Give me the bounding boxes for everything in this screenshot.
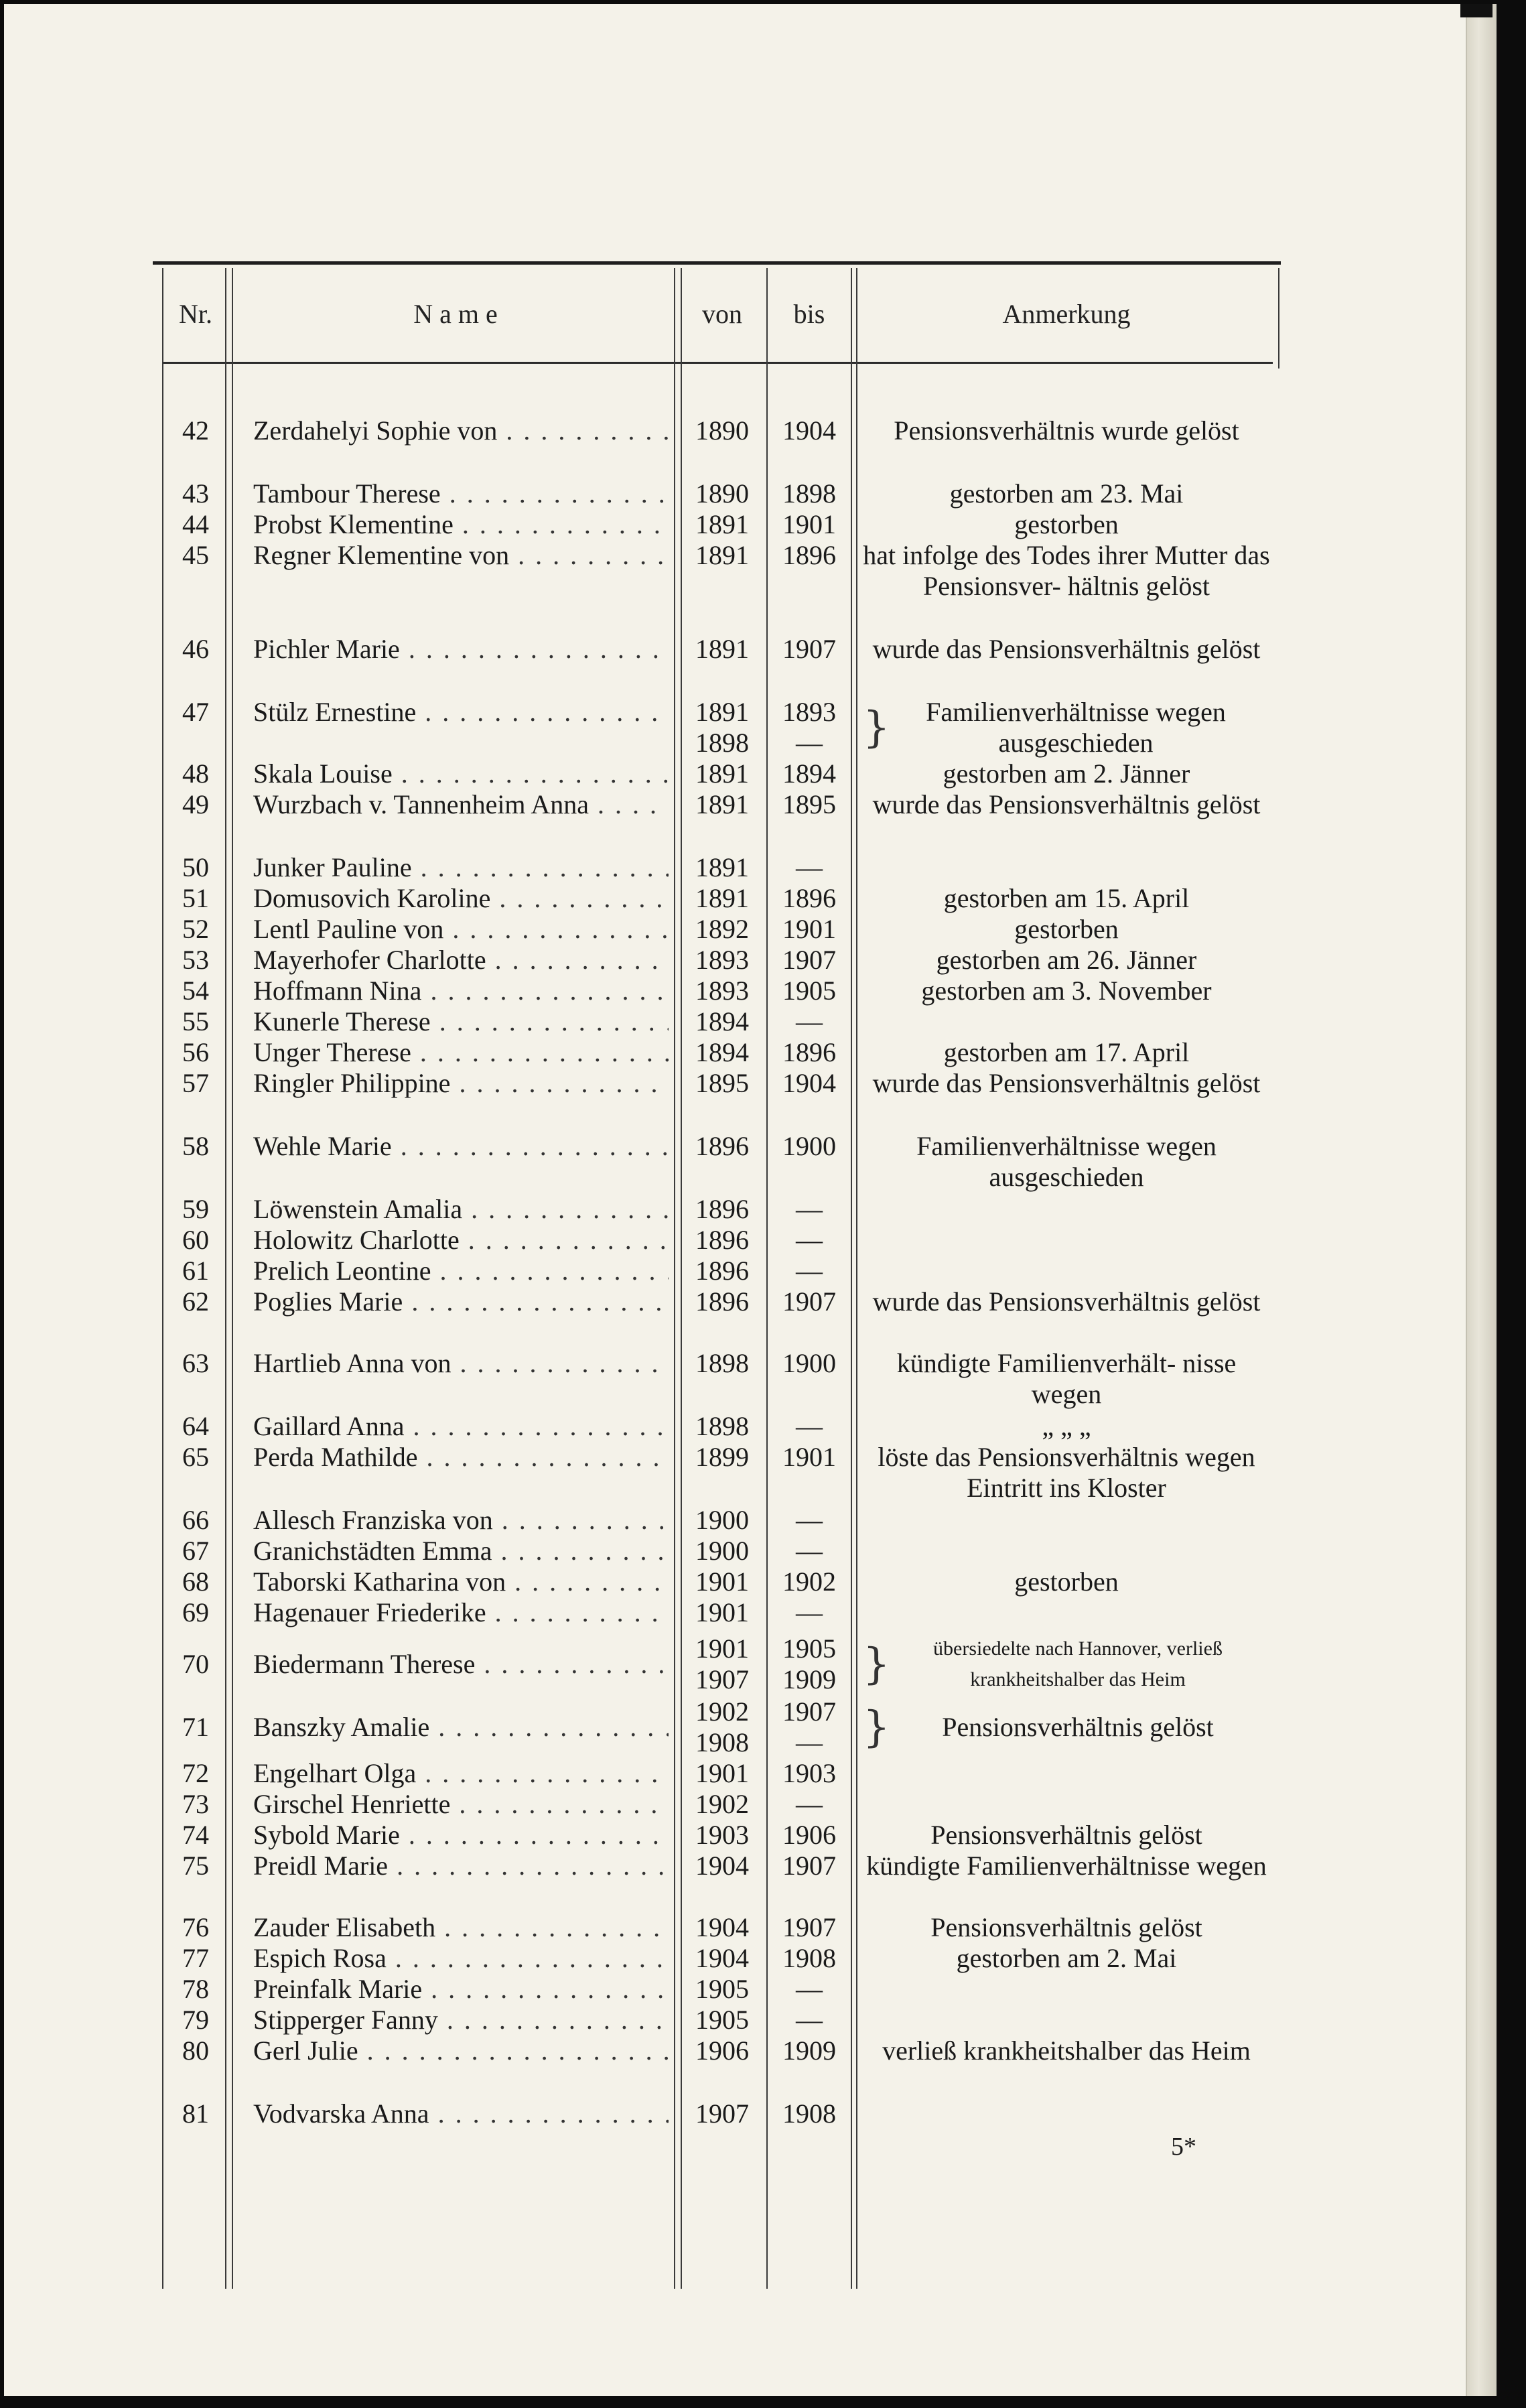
row-von: 1891 xyxy=(695,697,749,727)
row-von: 1891 xyxy=(695,789,749,819)
row-name: Domusovich Karoline . . . xyxy=(253,883,669,914)
row-note: gestorben am 26. Jänner xyxy=(936,945,1197,975)
row-nr: 79 xyxy=(182,2005,209,2035)
row-note: gestorben xyxy=(1014,914,1119,944)
row-bis: — xyxy=(796,1974,823,2004)
row-bis: 1907 xyxy=(782,1851,836,1881)
table-top-rule xyxy=(153,261,1281,265)
table-row xyxy=(0,1131,1526,1192)
table-row xyxy=(0,1256,1526,1286)
page-number: 5* xyxy=(1171,2133,1196,2161)
row-bis: 1900 xyxy=(782,1131,836,1161)
table-row xyxy=(0,883,1526,914)
row-note: gestorben xyxy=(1014,1566,1119,1597)
row-von: 1893 xyxy=(695,945,749,975)
row-bis: 1904 xyxy=(782,415,836,446)
row-note: gestorben am 17. April xyxy=(943,1037,1190,1067)
row-note: löste das Pensionsverhältnis wegen Eintritt ins Kloster xyxy=(878,1442,1255,1503)
table-row xyxy=(0,1758,1526,1789)
row-bis: 1907 xyxy=(782,1696,836,1727)
row-nr: 78 xyxy=(182,1974,209,2004)
row-von: 1890 xyxy=(695,478,749,509)
header-bis: bis xyxy=(793,299,825,329)
row-nr: 62 xyxy=(182,1286,209,1317)
row-bis: 1900 xyxy=(782,1348,836,1378)
row-von-second: 1908 xyxy=(695,1727,749,1757)
row-name: Poglies Marie . . . xyxy=(253,1286,669,1317)
row-note: „ „ „ xyxy=(1042,1411,1091,1441)
row-von: 1891 xyxy=(695,540,749,570)
row-nr: 65 xyxy=(182,1442,209,1472)
row-bis: — xyxy=(796,2005,823,2035)
row-von: 1896 xyxy=(695,1225,749,1255)
row-nr: 68 xyxy=(182,1566,209,1597)
table-row xyxy=(0,415,1526,446)
table-row xyxy=(0,1820,1526,1851)
table-row xyxy=(0,914,1526,945)
row-nr: 80 xyxy=(182,2035,209,2066)
table-row xyxy=(0,1442,1526,1503)
row-von: 1903 xyxy=(695,1820,749,1850)
row-nr: 47 xyxy=(182,697,209,727)
table-row xyxy=(0,1225,1526,1256)
row-name: Hartlieb Anna von . . . xyxy=(253,1348,669,1379)
table-row xyxy=(0,1286,1526,1317)
row-nr: 75 xyxy=(182,1851,209,1881)
row-bis: 1907 xyxy=(782,634,836,664)
table-row xyxy=(0,1696,1526,1758)
row-von: 1901 xyxy=(695,1633,749,1664)
row-name: Lentl Pauline von . . . xyxy=(253,914,669,945)
row-note: gestorben am 2. Mai xyxy=(956,1943,1177,1973)
row-bis: 1908 xyxy=(782,2098,836,2129)
row-bis-second: — xyxy=(796,1727,823,1757)
table-row xyxy=(0,1037,1526,1068)
row-name: Gerl Julie . . . xyxy=(253,2035,669,2066)
header-name: N a m e xyxy=(413,299,498,329)
table-row xyxy=(0,1194,1526,1225)
row-name: Banszky Amalie . . . xyxy=(253,1712,669,1743)
table-row xyxy=(0,2098,1526,2129)
brace-icon: } xyxy=(863,703,890,752)
row-name: Perda Mathilde . . . xyxy=(253,1442,669,1473)
table-right-rule xyxy=(1278,268,1279,369)
row-bis: — xyxy=(796,1789,823,1819)
row-note: hat infolge des Todes ihrer Mutter das Pensionsver- hältnis gelöst xyxy=(863,540,1270,601)
row-name: Zerdahelyi Sophie von . . . xyxy=(253,415,669,446)
table-row xyxy=(0,2005,1526,2035)
row-name: Sybold Marie . . . xyxy=(253,1820,669,1851)
table-row xyxy=(0,1912,1526,1943)
row-name: Granichstädten Emma . . . xyxy=(253,1536,669,1566)
row-name: Vodvarska Anna . . . xyxy=(253,2098,669,2129)
row-von: 1894 xyxy=(695,1006,749,1036)
row-von: 1892 xyxy=(695,914,749,944)
row-bis: — xyxy=(796,1256,823,1286)
row-von: 1899 xyxy=(695,1442,749,1472)
row-note: Pensionsverhältnis gelöst xyxy=(930,1912,1202,1942)
row-name: Junker Pauline . . . xyxy=(253,852,669,883)
row-nr: 59 xyxy=(182,1194,209,1224)
table-row xyxy=(0,758,1526,789)
row-von: 1905 xyxy=(695,2005,749,2035)
table-row xyxy=(0,1411,1526,1442)
row-bis: — xyxy=(796,1225,823,1255)
row-nr: 51 xyxy=(182,883,209,913)
row-von: 1891 xyxy=(695,758,749,789)
row-nr: 57 xyxy=(182,1068,209,1098)
row-nr: 50 xyxy=(182,852,209,882)
row-bis: — xyxy=(796,1006,823,1036)
row-name: Wurzbach v. Tannenheim Anna . . . xyxy=(253,789,669,820)
row-von: 1904 xyxy=(695,1912,749,1942)
row-bis: 1904 xyxy=(782,1068,836,1098)
row-note: verließ krankheitshalber das Heim xyxy=(882,2035,1251,2066)
row-note: gestorben am 2. Jänner xyxy=(943,758,1190,789)
row-note: kündigte Familienverhält- nisse wegen xyxy=(896,1348,1237,1409)
row-nr: 73 xyxy=(182,1789,209,1819)
row-bis: 1908 xyxy=(782,1943,836,1973)
row-name: Löwenstein Amalia . . . xyxy=(253,1194,669,1225)
row-bis: 1906 xyxy=(782,1820,836,1850)
row-name: Prelich Leontine . . . xyxy=(253,1256,669,1286)
row-bis: 1901 xyxy=(782,1442,836,1472)
row-bis: 1905 xyxy=(782,1633,836,1664)
table-row xyxy=(0,789,1526,820)
row-von: 1901 xyxy=(695,1597,749,1627)
row-name: Biedermann Therese . . . xyxy=(253,1649,669,1680)
row-bis: — xyxy=(796,1597,823,1627)
row-nr: 58 xyxy=(182,1131,209,1161)
row-note: Pensionsverhältnis gelöst xyxy=(930,1820,1202,1850)
row-note: übersiedelte nach Hannover, verließ krankheitshalber das Heim xyxy=(933,1637,1223,1690)
row-note: Pensionsverhältnis gelöst xyxy=(942,1712,1214,1742)
header-nr: Nr. xyxy=(179,299,212,329)
row-nr: 67 xyxy=(182,1536,209,1566)
row-von: 1891 xyxy=(695,634,749,664)
row-nr: 53 xyxy=(182,945,209,975)
row-note: gestorben am 15. April xyxy=(943,883,1190,913)
row-name: Pichler Marie . . . xyxy=(253,634,669,665)
row-name: Gaillard Anna . . . xyxy=(253,1411,669,1442)
row-bis: 1894 xyxy=(782,758,836,789)
row-nr: 64 xyxy=(182,1411,209,1441)
table-row xyxy=(0,1348,1526,1409)
row-bis: 1901 xyxy=(782,914,836,944)
scan-corner-mark xyxy=(1460,4,1493,17)
row-nr: 63 xyxy=(182,1348,209,1378)
row-bis: — xyxy=(796,852,823,882)
table-row xyxy=(0,1633,1526,1695)
row-bis: 1909 xyxy=(782,2035,836,2066)
row-name: Mayerhofer Charlotte . . . xyxy=(253,945,669,976)
row-bis: 1903 xyxy=(782,1758,836,1788)
row-von: 1896 xyxy=(695,1286,749,1317)
row-nr: 71 xyxy=(182,1712,209,1742)
row-nr: 48 xyxy=(182,758,209,789)
row-bis: — xyxy=(796,1411,823,1441)
row-name: Regner Klementine von . . . xyxy=(253,540,669,571)
row-note: wurde das Pensionsverhältnis gelöst xyxy=(872,634,1261,664)
row-note: gestorben xyxy=(1014,509,1119,539)
row-nr: 44 xyxy=(182,509,209,539)
header-note: Anmerkung xyxy=(1002,299,1131,329)
row-note: Pensionsverhältnis wurde gelöst xyxy=(894,415,1239,446)
row-nr: 45 xyxy=(182,540,209,570)
row-bis: 1907 xyxy=(782,945,836,975)
row-bis: 1896 xyxy=(782,1037,836,1067)
row-von: 1900 xyxy=(695,1536,749,1566)
row-von: 1901 xyxy=(695,1566,749,1597)
row-bis-second: — xyxy=(796,728,823,758)
row-note: kündigte Familienverhältnisse wegen xyxy=(866,1851,1267,1881)
row-nr: 66 xyxy=(182,1505,209,1535)
row-von: 1907 xyxy=(695,2098,749,2129)
row-name: Unger Therese . . . xyxy=(253,1037,669,1068)
row-von: 1896 xyxy=(695,1194,749,1224)
row-nr: 81 xyxy=(182,2098,209,2129)
header-rule xyxy=(162,362,1273,364)
row-name: Espich Rosa . . . xyxy=(253,1943,669,1974)
row-note: wurde das Pensionsverhältnis gelöst xyxy=(872,789,1261,819)
row-note: wurde das Pensionsverhältnis gelöst xyxy=(872,1286,1261,1317)
row-name: Taborski Katharina von . . . xyxy=(253,1566,669,1597)
row-name: Allesch Franziska von . . . xyxy=(253,1505,669,1536)
row-bis: — xyxy=(796,1194,823,1224)
row-name: Zauder Elisabeth . . . xyxy=(253,1912,669,1943)
table-row xyxy=(0,1566,1526,1597)
row-nr: 52 xyxy=(182,914,209,944)
table-row xyxy=(0,1789,1526,1820)
row-bis: 1907 xyxy=(782,1912,836,1942)
row-von: 1891 xyxy=(695,883,749,913)
row-von: 1898 xyxy=(695,1411,749,1441)
table-row xyxy=(0,1536,1526,1566)
table-row xyxy=(0,1068,1526,1099)
row-von: 1895 xyxy=(695,1068,749,1098)
table-row xyxy=(0,634,1526,665)
row-nr: 46 xyxy=(182,634,209,664)
row-name: Probst Klementine . . . xyxy=(253,509,669,540)
row-note: gestorben am 3. November xyxy=(921,976,1212,1006)
row-bis: 1898 xyxy=(782,478,836,509)
table-row xyxy=(0,509,1526,540)
row-note: wurde das Pensionsverhältnis gelöst xyxy=(872,1068,1261,1098)
row-bis-second: 1909 xyxy=(782,1664,836,1694)
row-von: 1901 xyxy=(695,1758,749,1788)
row-von: 1905 xyxy=(695,1974,749,2004)
row-bis: — xyxy=(796,1536,823,1566)
table-row xyxy=(0,540,1526,601)
table-row xyxy=(0,1974,1526,2005)
row-nr: 42 xyxy=(182,415,209,446)
table-row xyxy=(0,1851,1526,1881)
row-name: Preidl Marie . . . xyxy=(253,1851,669,1881)
row-von-second: 1907 xyxy=(695,1664,749,1694)
row-name: Stülz Ernestine . . . xyxy=(253,697,669,728)
row-von: 1896 xyxy=(695,1256,749,1286)
row-von: 1898 xyxy=(695,1348,749,1378)
table-row xyxy=(0,976,1526,1006)
row-von: 1893 xyxy=(695,976,749,1006)
row-nr: 54 xyxy=(182,976,209,1006)
row-name: Wehle Marie . . . xyxy=(253,1131,669,1162)
row-note: Familienverhältnisse wegen ausgeschieden xyxy=(916,1131,1217,1192)
row-name: Kunerle Therese . . . xyxy=(253,1006,669,1037)
table-row xyxy=(0,1505,1526,1536)
row-name: Stipperger Fanny . . . xyxy=(253,2005,669,2035)
row-nr: 43 xyxy=(182,478,209,509)
row-von: 1890 xyxy=(695,415,749,446)
row-von: 1902 xyxy=(695,1789,749,1819)
row-nr: 76 xyxy=(182,1912,209,1942)
row-note: gestorben am 23. Mai xyxy=(949,478,1184,509)
table-row xyxy=(0,852,1526,883)
row-bis: 1895 xyxy=(782,789,836,819)
row-von-second: 1898 xyxy=(695,728,749,758)
row-von: 1902 xyxy=(695,1696,749,1727)
row-bis: 1905 xyxy=(782,976,836,1006)
row-von: 1891 xyxy=(695,852,749,882)
row-bis: 1901 xyxy=(782,509,836,539)
row-nr: 56 xyxy=(182,1037,209,1067)
header-von: von xyxy=(702,299,742,329)
row-bis: 1893 xyxy=(782,697,836,727)
row-nr: 70 xyxy=(182,1649,209,1679)
brace-icon: } xyxy=(863,1702,890,1752)
row-bis: 1902 xyxy=(782,1566,836,1597)
brace-icon: } xyxy=(863,1640,890,1689)
table-row xyxy=(0,1006,1526,1037)
row-name: Tambour Therese . . . xyxy=(253,478,669,509)
row-nr: 49 xyxy=(182,789,209,819)
table-row xyxy=(0,2035,1526,2066)
row-von: 1896 xyxy=(695,1131,749,1161)
row-nr: 72 xyxy=(182,1758,209,1788)
row-name: Holowitz Charlotte . . . xyxy=(253,1225,669,1256)
row-bis: 1896 xyxy=(782,540,836,570)
row-nr: 61 xyxy=(182,1256,209,1286)
table-row xyxy=(0,1943,1526,1974)
row-nr: 69 xyxy=(182,1597,209,1627)
table-row xyxy=(0,1597,1526,1628)
row-von: 1894 xyxy=(695,1037,749,1067)
row-name: Hagenauer Friederike . . . xyxy=(253,1597,669,1628)
table-row xyxy=(0,697,1526,758)
row-nr: 77 xyxy=(182,1943,209,1973)
row-name: Engelhart Olga . . . xyxy=(253,1758,669,1789)
row-von: 1904 xyxy=(695,1943,749,1973)
row-von: 1906 xyxy=(695,2035,749,2066)
table-row xyxy=(0,945,1526,976)
row-name: Ringler Philippine . . . xyxy=(253,1068,669,1099)
row-nr: 74 xyxy=(182,1820,209,1850)
row-name: Preinfalk Marie . . . xyxy=(253,1974,669,2005)
row-name: Skala Louise . . . xyxy=(253,758,669,789)
row-von: 1891 xyxy=(695,509,749,539)
row-note: Familienverhältnisse wegen ausgeschieden xyxy=(926,697,1226,758)
row-bis: 1896 xyxy=(782,883,836,913)
row-von: 1900 xyxy=(695,1505,749,1535)
row-nr: 55 xyxy=(182,1006,209,1036)
row-name: Girschel Henriette . . . xyxy=(253,1789,669,1820)
row-bis: 1907 xyxy=(782,1286,836,1317)
row-name: Hoffmann Nina . . . xyxy=(253,976,669,1006)
row-bis: — xyxy=(796,1505,823,1535)
table-row xyxy=(0,478,1526,509)
row-von: 1904 xyxy=(695,1851,749,1881)
row-nr: 60 xyxy=(182,1225,209,1255)
